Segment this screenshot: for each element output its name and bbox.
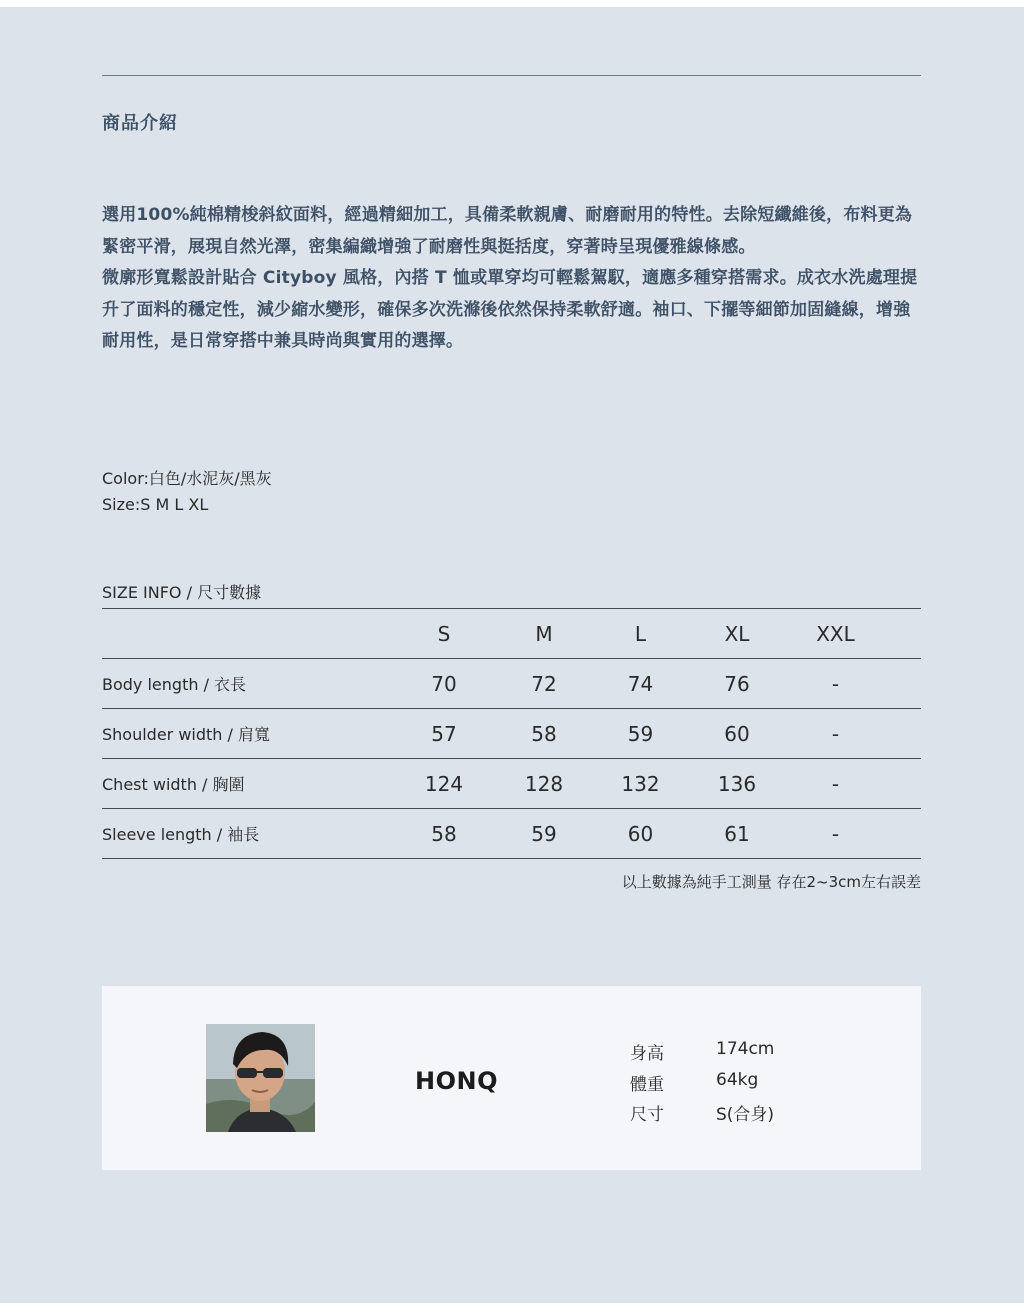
table-cell: 60: [594, 809, 687, 859]
size-column-header: L: [594, 609, 687, 659]
model-card: [102, 986, 921, 1170]
row-label: Body length / 衣長: [102, 659, 394, 709]
stat-label-weight: 體重: [630, 1075, 664, 1095]
description-paragraph-1: 選用100%純棉精梭斜紋面料，經過精細加工，具備柔軟親膚、耐磨耐用的特性。去除短纖維後，布料更為緊密平滑，展現自然光澤，密集編織增強了耐磨性與挺括度，穿著時呈現優雅線條感。: [102, 205, 913, 257]
row-label: Shoulder width / 肩寬: [102, 709, 394, 759]
product-detail-page: [0, 7, 1024, 1303]
row-label: Chest width / 胸圍: [102, 759, 394, 809]
size-table-spacer: [884, 609, 921, 659]
size-column-header: XXL: [787, 609, 884, 659]
table-cell: 61: [687, 809, 787, 859]
size-table: [102, 608, 921, 859]
color-spec: Color:白色/水泥灰/黑灰: [102, 469, 272, 488]
table-cell: 57: [394, 709, 494, 759]
table-cell: 58: [494, 709, 594, 759]
table-cell: 132: [594, 759, 687, 809]
table-row: [102, 809, 921, 859]
table-row: [102, 759, 921, 809]
stat-value-weight: 64kg: [716, 1070, 759, 1090]
stat-value-size: S(合身): [716, 1105, 775, 1125]
table-cell: -: [787, 659, 884, 709]
model-photo-icon: [206, 1024, 315, 1132]
stat-label-size: 尺寸: [630, 1105, 664, 1125]
size-table-spacer: [884, 709, 921, 759]
measurement-note: 以上數據為純手工測量 存在2~3cm左右誤差: [621, 873, 921, 891]
table-cell: 60: [687, 709, 787, 759]
size-table-header: [102, 609, 921, 659]
size-table-spacer: [884, 759, 921, 809]
table-cell: 136: [687, 759, 787, 809]
table-cell: 74: [594, 659, 687, 709]
stat-value-height: 174cm: [716, 1039, 775, 1059]
table-row: [102, 709, 921, 759]
table-cell: -: [787, 709, 884, 759]
table-cell: 70: [394, 659, 494, 709]
size-spec: Size:S M L XL: [102, 495, 209, 514]
section-heading: 商品介紹: [102, 113, 178, 134]
table-cell: -: [787, 759, 884, 809]
description-paragraph-2: 微廓形寬鬆設計貼合 Cityboy 風格，內搭 T 恤或單穿均可輕鬆駕馭，適應多種穿搭需求。成衣水洗處理提升了面料的穩定性，減少縮水變形，確保多次洗滌後依然保持柔軟舒適。袖口、下擺等細節加固縫線，增強耐用性，是日常穿搭中兼具時尚與實用的選擇。: [102, 268, 918, 351]
table-cell: 59: [594, 709, 687, 759]
size-column-header: M: [494, 609, 594, 659]
size-info-title: SIZE INFO / 尺寸數據: [102, 583, 262, 602]
stat-label-height: 身高: [630, 1044, 664, 1064]
table-row: [102, 659, 921, 709]
table-cell: 58: [394, 809, 494, 859]
table-cell: 59: [494, 809, 594, 859]
top-divider: [102, 75, 921, 76]
row-label: Sleeve length / 袖長: [102, 809, 394, 859]
model-name: HONQ: [415, 1067, 498, 1095]
size-column-header: XL: [687, 609, 787, 659]
model-avatar: [206, 1024, 315, 1132]
size-column-header: S: [394, 609, 494, 659]
table-cell: 76: [687, 659, 787, 709]
table-cell: 128: [494, 759, 594, 809]
size-table-corner: [102, 609, 394, 659]
table-cell: 124: [394, 759, 494, 809]
product-description: [102, 200, 926, 358]
table-cell: 72: [494, 659, 594, 709]
table-cell: -: [787, 809, 884, 859]
size-table-spacer: [884, 659, 921, 709]
size-table-spacer: [884, 809, 921, 859]
